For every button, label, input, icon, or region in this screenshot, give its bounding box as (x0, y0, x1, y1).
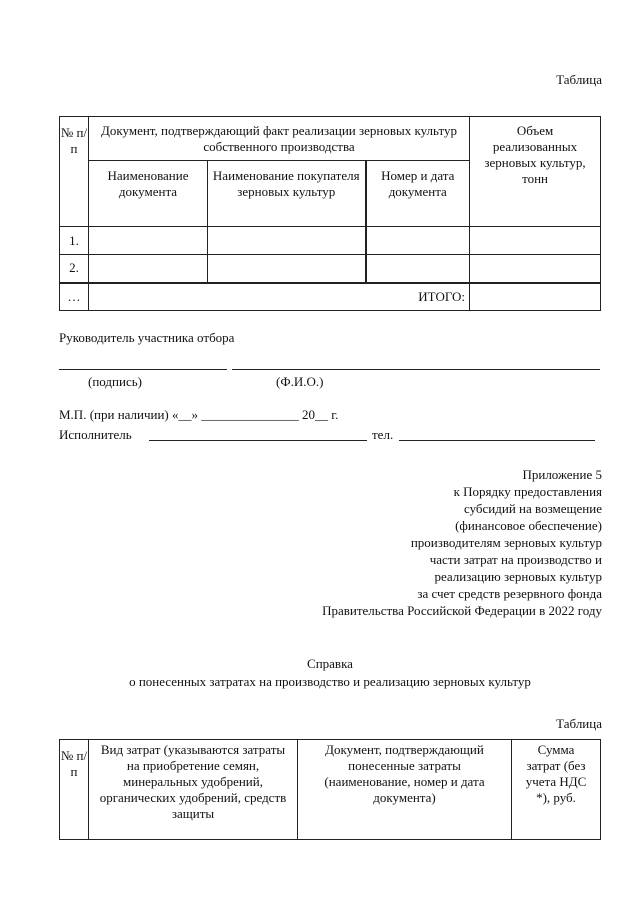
head-label: Руководитель участника отбора (59, 330, 235, 345)
sub-buyer-header: Наименование покупателя зерновых культур (208, 161, 366, 227)
appendix-block (220, 466, 602, 619)
certificate-subtitle: о понесенных затратах на производство и реализацию зерновых культур (129, 674, 531, 689)
sales-table (59, 116, 601, 311)
row-1-cell (208, 227, 366, 255)
col-volume-header: Объем реализованных зерновых культур, тонн (470, 117, 601, 227)
appendix-line: к Порядку предоставления (453, 484, 602, 499)
appendix-line: субсидий на возмещение (464, 501, 602, 516)
row-2-cell (89, 255, 208, 283)
mp-line: М.П. (при наличии) «__» _______________ 20__ г. (59, 407, 339, 422)
row-2-cell (366, 255, 470, 283)
appendix-line: Приложение 5 (522, 467, 602, 482)
row-1-num: 1. (60, 227, 89, 255)
tel-label: тел. (372, 427, 394, 442)
row-1-cell (470, 227, 601, 255)
certificate-title: Справка (307, 656, 353, 671)
col-num-header: № п/п (60, 117, 89, 227)
sub-number-date-header: Номер и дата документа (366, 161, 470, 227)
row-2-cell (208, 255, 366, 283)
col-doc-group-header: Документ, подтверждающий факт реализации зерновых культур собственного производства (89, 117, 470, 161)
costs-table (59, 739, 601, 840)
row-3-num: … (60, 283, 89, 311)
t2-col-sum-header: Сумма затрат (без учета НДС *), руб. (512, 740, 601, 840)
appendix-line: (финансовое обеспечение) (455, 518, 602, 533)
sub-doc-name-header: Наименование документа (89, 161, 208, 227)
t2-col-cost-type-header: Вид затрат (указываются затраты на приобретение семян, минеральных удобрений, органических удобрений, средств защиты (89, 740, 298, 840)
table2-caption: Таблица (556, 716, 602, 731)
appendix-line: за счет средств резервного фонда (417, 586, 602, 601)
appendix-line: реализацию зерновых культур (434, 569, 602, 584)
appendix-line: Правительства Российской Федерации в 2022 году (322, 603, 602, 618)
fio-caption: (Ф.И.О.) (276, 374, 324, 389)
row-2-cell (470, 255, 601, 283)
signature-line (59, 369, 227, 370)
fio-line (232, 369, 600, 370)
total-label: ИТОГО: (89, 283, 470, 311)
total-value-cell (470, 283, 601, 311)
executor-line (149, 440, 367, 441)
executor-label: Исполнитель (59, 427, 132, 442)
row-2-num: 2. (60, 255, 89, 283)
appendix-line: производителям зерновых культур (410, 535, 602, 550)
t2-col-doc-header: Документ, подтверждающий понесенные затраты (наименование, номер и дата документа) (298, 740, 512, 840)
row-1-cell (89, 227, 208, 255)
appendix-line: части затрат на производство и (429, 552, 602, 567)
tel-line (399, 440, 595, 441)
sign-caption: (подпись) (88, 374, 142, 389)
table1-caption: Таблица (556, 72, 602, 87)
t2-col-num-header: № п/п (60, 740, 89, 840)
row-1-cell (366, 227, 470, 255)
